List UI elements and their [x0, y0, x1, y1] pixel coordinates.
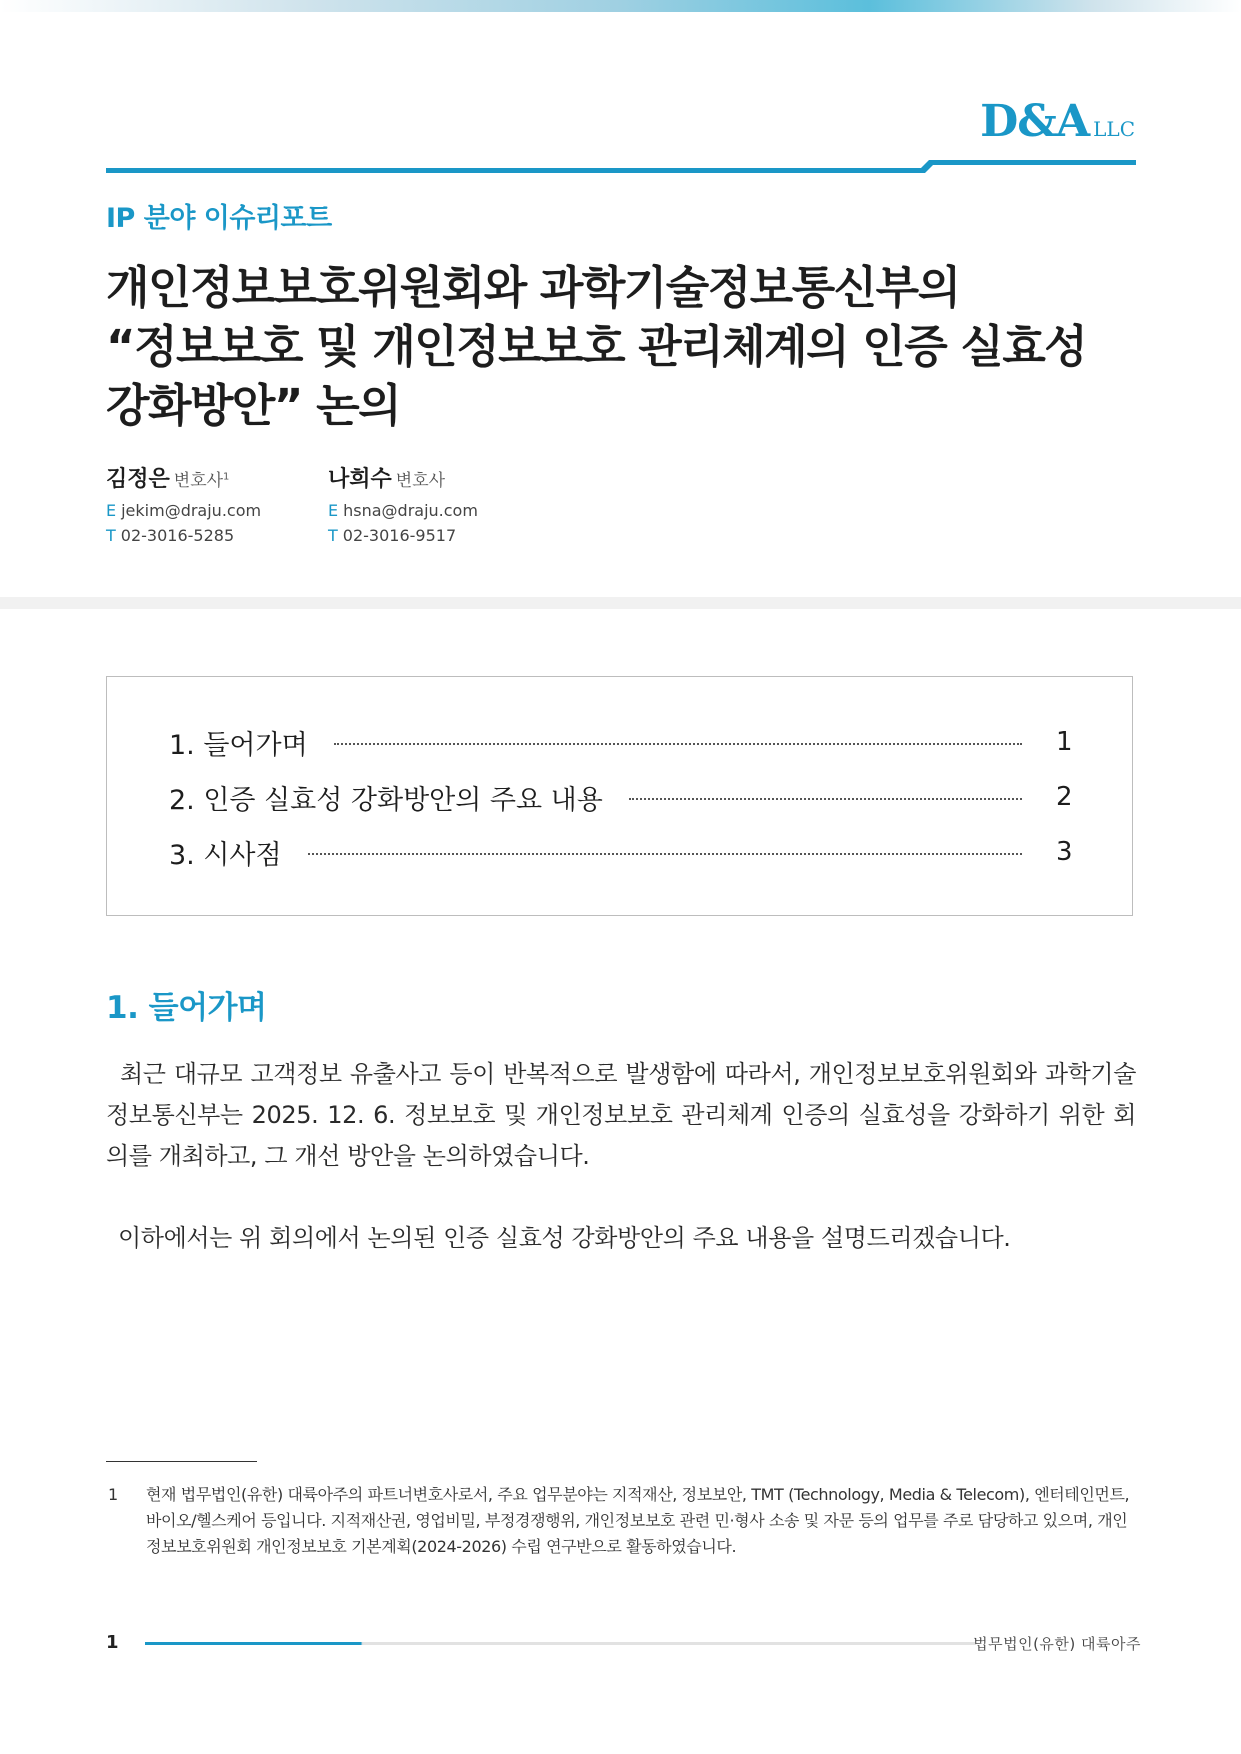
tel-label: T	[328, 526, 338, 545]
toc-item-label: 3. 시사점	[169, 839, 282, 871]
toc-leader-dots	[308, 853, 1022, 855]
author-name: 김정은	[106, 467, 170, 492]
toc-item-page: 2	[1056, 782, 1073, 812]
page-title	[106, 258, 1146, 435]
table-of-contents	[106, 676, 1133, 916]
section-divider-band	[0, 597, 1241, 609]
toc-item[interactable]	[169, 725, 1072, 759]
toc-item-page: 3	[1056, 837, 1073, 867]
toc-leader-dots	[629, 798, 1022, 800]
section-heading: 1. 들어가며	[106, 990, 267, 1026]
author-block-1	[106, 462, 261, 544]
header-rule	[106, 160, 1136, 178]
toc-item[interactable]	[169, 780, 1072, 814]
body-paragraph: 이하에서는 위 회의에서 논의된 인증 실효성 강화방안의 주요 내용을 설명드리겠습니다.	[118, 1224, 1011, 1252]
toc-leader-dots	[334, 743, 1022, 745]
tel-label: T	[106, 526, 116, 545]
footnote-rule	[106, 1461, 257, 1462]
footnote	[106, 1482, 1136, 1560]
toc-item-label: 2. 인증 실효성 강화방안의 주요 내용	[169, 784, 603, 816]
title-line-3: 강화방안” 논의	[106, 379, 401, 432]
firm-logo	[980, 96, 1135, 147]
toc-item[interactable]	[169, 835, 1072, 869]
footnote-number: 1	[108, 1485, 118, 1504]
author-tel: 02-3016-5285	[120, 526, 235, 545]
logo-main: D&A	[980, 96, 1090, 147]
footnote-ref[interactable]: 1	[223, 471, 230, 483]
footnote-text: 현재 법무법인(유한) 대륙아주의 파트너변호사로서, 주요 업무분야는 지적재산, 정보보안, TMT (Technology, Media & Telecom), 엔터테인먼트, 바이오/헬스케어 등입니다. 지적재산권, 영업비밀, 부정경쟁행위, 개인정보보호 관련 민·형사 소송 및 자문 등의 업무를 주로 담당하고 있으며, 개인정보보호위원회 개인정보보호 기본계획(2024-2026) 수립 연구반으로 활동하였습니다.	[146, 1485, 1130, 1556]
author-role: 변호사$^1$	[173, 471, 230, 491]
toc-item-label: 1. 들어가며	[169, 729, 308, 761]
author-block-2	[328, 462, 478, 544]
email-label: E	[106, 501, 117, 520]
author-role: 변호사	[395, 471, 446, 491]
title-line-2: “정보보호 및 개인정보보호 관리체계의 인증 실효성	[106, 320, 1087, 373]
author-tel: 02-3016-9517	[342, 526, 457, 545]
doc-label: IP 분야 이슈리포트	[106, 203, 332, 234]
body-paragraph: 최근 대규모 고객정보 유출사고 등이 반복적으로 발생함에 따라서, 개인정보보호위원회와 과학기술정보통신부는 2025. 12. 6. 정보보호 및 개인정보보호 관리체계 인증의 실효성을 강화하기 위한 회의를 개최하고, 그 개선 방안을 논의하였습니다.	[106, 1060, 1136, 1170]
toc-item-page: 1	[1056, 727, 1073, 757]
author-email[interactable]: hsna@draju.com	[343, 501, 478, 520]
page-number: 1	[106, 1632, 119, 1653]
title-line-1: 개인정보보호위원회와 과학기술정보통신부의	[106, 261, 960, 314]
author-email[interactable]: jekim@draju.com	[121, 501, 262, 520]
footer-rule	[145, 1642, 975, 1645]
top-gradient-bar	[0, 0, 1241, 12]
logo-suffix: LLC	[1093, 117, 1135, 141]
footer-firm-name: 법무법인(유한) 대륙아주	[973, 1635, 1141, 1653]
email-label: E	[328, 501, 339, 520]
author-name: 나희수	[328, 467, 392, 492]
